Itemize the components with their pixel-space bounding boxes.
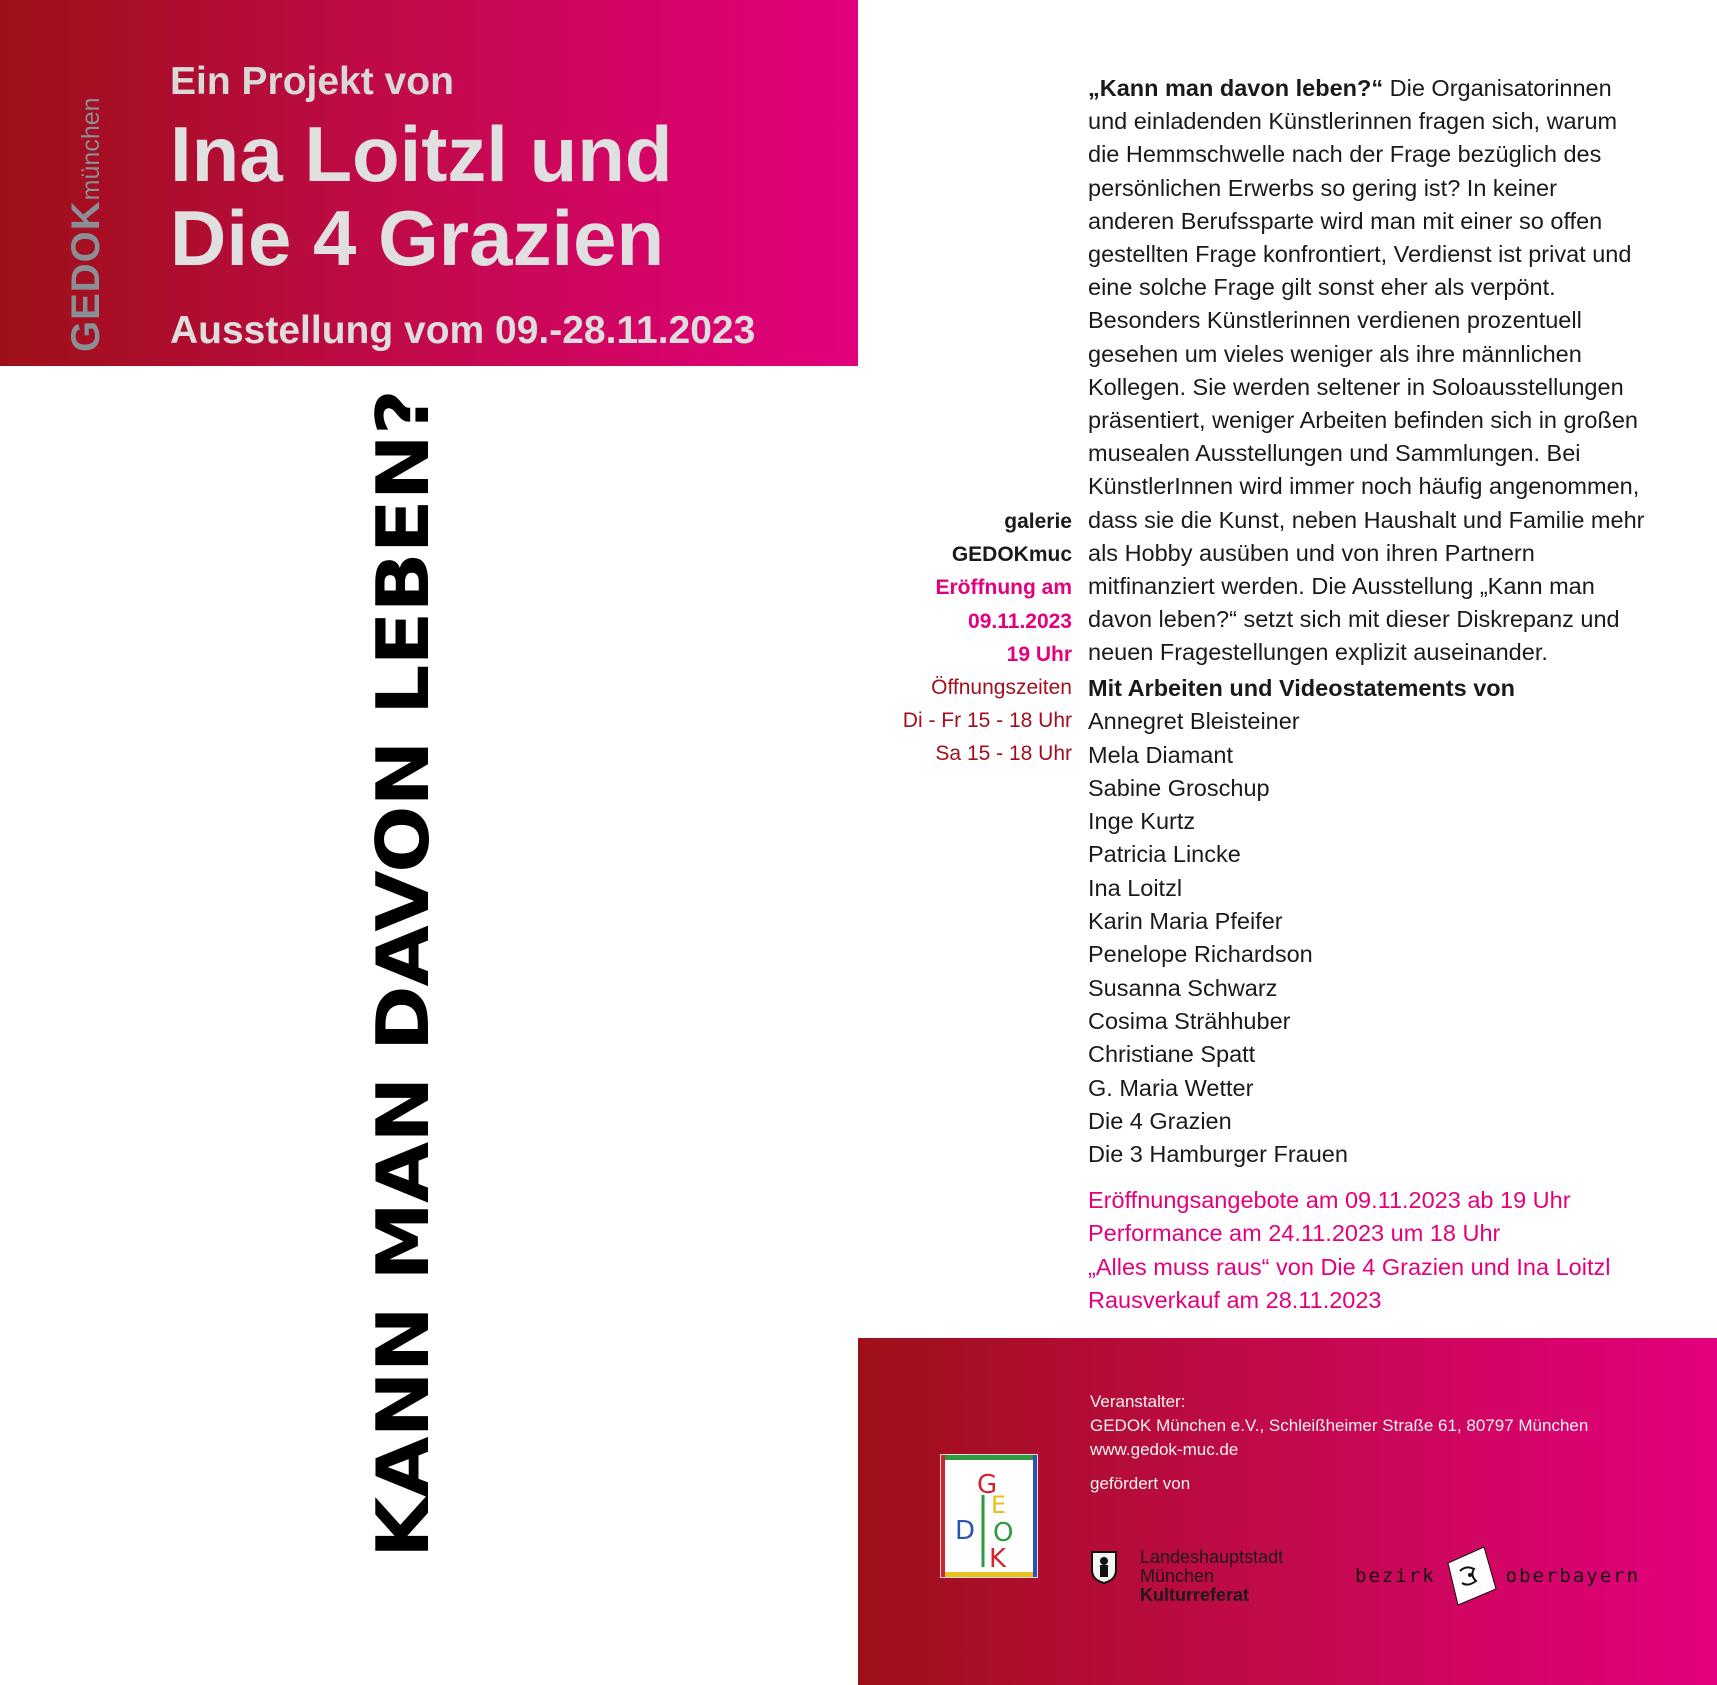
city-line-3: Kulturreferat [1140, 1585, 1250, 1605]
logo-letter-e: E [991, 1491, 1007, 1519]
list-item: G. Maria Wetter [1088, 1074, 1254, 1101]
list-item: Annegret Bleisteiner [1088, 708, 1300, 735]
city-munich-logo [1090, 1548, 1283, 1605]
city-text [1140, 1548, 1283, 1605]
gedok-brand-vertical [64, 97, 109, 352]
page-title [170, 112, 673, 280]
event-item: Rausverkauf am 28.11.2023 [1088, 1286, 1382, 1313]
list-item: Penelope Richardson [1088, 941, 1313, 968]
event-item: „Alles muss raus“ von Die 4 Grazien und Ina Loitzl [1088, 1253, 1611, 1280]
events-list [1088, 1184, 1610, 1317]
list-item: Cosima Strähhuber [1088, 1007, 1291, 1034]
hours-label: Öffnungszeiten [931, 676, 1072, 700]
district-emblem-icon [1440, 1541, 1502, 1611]
event-item: Performance am 24.11.2023 um 18 Uhr [1088, 1220, 1501, 1247]
exhibition-dates: Ausstellung vom 09.-28.11.2023 [170, 309, 756, 352]
list-item: Inge Kurtz [1088, 808, 1196, 835]
funded-by: gefördert von [1090, 1474, 1191, 1493]
brand-light: münchen [77, 97, 105, 201]
list-item: Patricia Lincke [1088, 841, 1241, 868]
logo-letter-g: G [977, 1470, 998, 1500]
organizer-label: Veranstalter: [1090, 1392, 1186, 1411]
artists-heading: Mit Arbeiten und Videostatements von [1088, 675, 1515, 701]
venue-line-2: GEDOKmuc [951, 543, 1072, 567]
vertical-title [358, 390, 448, 1558]
list-item: Ina Loitzl [1088, 874, 1183, 901]
intro-paragraph [1088, 72, 1648, 670]
bezirk-oberbayern-logo [1355, 1541, 1640, 1611]
hours-weekday: Di - Fr 15 - 18 Uhr [902, 709, 1072, 733]
header-banner [0, 0, 858, 366]
hours-saturday: Sa 15 - 18 Uhr [935, 742, 1072, 766]
venue-info [903, 505, 1072, 771]
logo-letter-d: D [955, 1516, 976, 1546]
artists-section [1088, 672, 1515, 1171]
opening-label: Eröffnung am [935, 576, 1072, 600]
list-item: Susanna Schwarz [1088, 974, 1278, 1001]
organizer-website[interactable]: www.gedok-muc.de [1090, 1440, 1239, 1459]
city-line-1: Landeshauptstadt [1140, 1547, 1284, 1567]
project-line: Ein Projekt von [170, 60, 454, 103]
organizer-address: GEDOK München e.V., Schleißheimer Straße 61, 80797 München [1090, 1416, 1589, 1435]
opening-date: 09.11.2023 [968, 609, 1072, 633]
title-line-2: Die 4 Grazien [170, 194, 665, 282]
list-item: Karin Maria Pfeifer [1088, 908, 1283, 935]
footer-banner [858, 1338, 1717, 1685]
district-word-right: oberbayern [1505, 1565, 1641, 1587]
intro-text: Die Organisatorinnen und einladenden Künstlerinnen fragen sich, warum die Hemmschwelle nach der Frage bezüglich des persönlichen Erwerbs so gering ist? In keiner anderen Berufssparte wird man mit einer so offen gestellten Frage konfrontiert, Verdienst ist privat und eine solche Frage gilt sonst eher als verpönt. Besonders Künstlerinnen verdienen prozentuell gesehen um vieles weniger als ihre männlichen Kollegen. Sie werden seltener in Soloausstellungen präsentiert, weniger Arbeiten befinden sich in großen musealen Ausstellungen und Sammlungen. Bei KünstlerInnen wird immer noch häufig angenommen, dass sie die Kunst, neben Haushalt und Familie mehr als Hobby ausüben und von ihren Partnern mitfinanziert werden. Die Ausstellung „Kann man davon leben?“ setzt sich mit dieser Diskrepanz und neuen Fragestellungen explizit auseinander. [1088, 75, 1645, 666]
list-item: Mela Diamant [1088, 741, 1233, 768]
brand-bold: GEDOK [64, 200, 108, 352]
city-line-2: München [1140, 1566, 1215, 1586]
venue-line-1: galerie [1004, 510, 1072, 533]
vertical-title-text: KANN MAN DAVON LEBEN? [361, 390, 445, 1558]
organizer-info [1090, 1390, 1588, 1496]
event-item: Eröffnungsangebote am 09.11.2023 ab 19 Uhr [1088, 1187, 1571, 1213]
gedok-logo [940, 1454, 1038, 1578]
logo-letter-o: O [993, 1518, 1014, 1548]
list-item: Christiane Spatt [1088, 1041, 1256, 1068]
opening-time: 19 Uhr [1006, 642, 1072, 666]
list-item: Die 3 Hamburger Frauen [1088, 1141, 1348, 1168]
munich-crest-icon [1090, 1550, 1118, 1584]
title-line-1: Ina Loitzl und [170, 110, 673, 198]
district-word-left: bezirk [1355, 1565, 1436, 1587]
gedok-logo-graphic [941, 1455, 1037, 1577]
list-item: Sabine Groschup [1088, 774, 1270, 801]
artists-list [1088, 705, 1515, 1171]
list-item: Die 4 Grazien [1088, 1107, 1232, 1134]
logo-letter-k: K [989, 1544, 1007, 1574]
intro-lead: „Kann man davon leben?“ [1088, 75, 1384, 101]
